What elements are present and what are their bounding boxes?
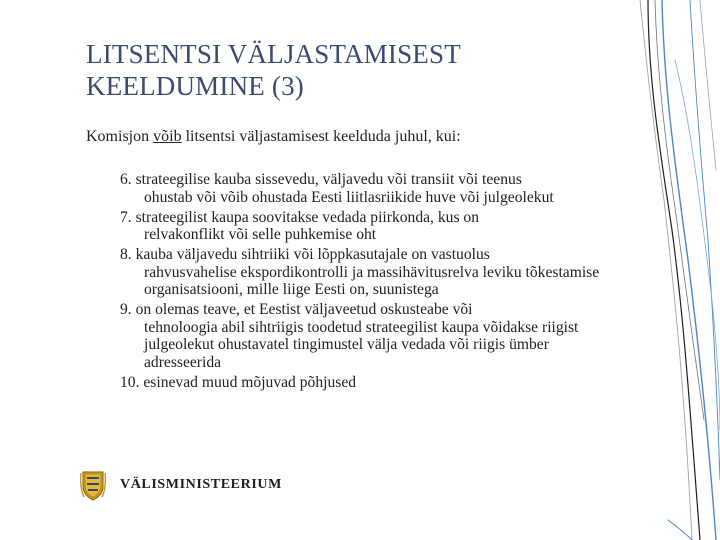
list-item-first-line: 8. kauba väljavedu sihtriiki või lõppkasutajale on vastuolus [120,246,490,263]
intro-before: Komisjon [86,128,154,145]
list-item-first-line: 10. esinevad muud mõjuvad põhjused [120,373,357,391]
list-item-first-line: 6. strateegilise kauba sissevedu, väljavedu või transiit või teenus [120,171,522,188]
list-item [120,301,610,371]
ministry-logo [80,468,282,502]
list-item-continuation: relvakonflikt või selle puhkemise oht [144,226,377,243]
ministry-name: VÄLISMINISTEERIUM [120,477,282,492]
slide-title-line-1: LITSENTSI VÄLJASTAMISEST [86,39,461,69]
list-item-continuation: ohustab või võib ohustada Eesti liitlasriikide huve või julgeolekut [144,188,554,206]
list-item-first-line: 9. on olemas teave, et Eestist väljaveetud oskusteabe või [120,301,473,318]
slide-title [86,38,646,102]
intro-underlined: võib [153,128,182,145]
list-item [120,209,610,244]
list-item [120,246,610,299]
intro-after: litsentsi väljastamisest keelduda juhul, kui: [181,128,461,145]
list-item-first-line: 7. strateegilist kaupa soovitakse vedada piirkonda, kus on [120,208,480,226]
list-item [120,374,610,392]
list-item [120,171,610,206]
intro-text [86,128,646,146]
list-item-continuation: tehnoloogia abil sihtriigis toodetud strateegilist kaupa võidakse riigist julgeolekut ohustavatel tingimustel välja vedada või riigis ümber adresseerida [144,318,579,371]
estonian-coat-of-arms-icon [80,469,106,501]
list-item-continuation: rahvusvahelise ekspordikontrolli ja massihävitusrelva leviku tõkestamise organisatsiooni, mille liige Eesti on, suunistega [144,263,600,298]
condition-list [120,171,610,394]
slide-title-line-2: KEELDUMINE (3) [86,71,304,101]
